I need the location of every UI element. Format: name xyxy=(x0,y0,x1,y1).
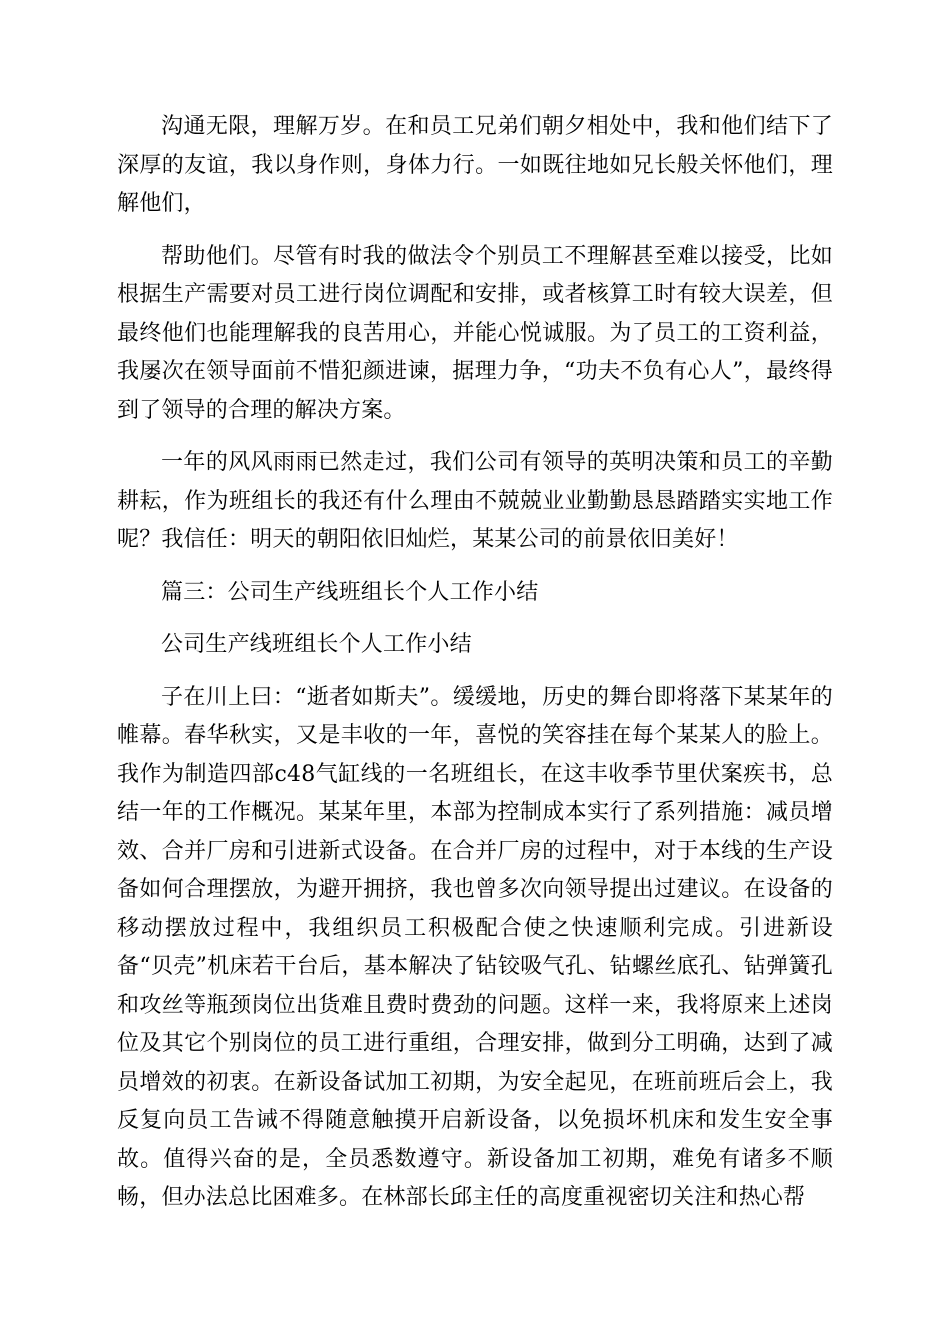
document-page xyxy=(117,108,833,1232)
paragraph-helping-staff: 帮助他们。尽管有时我的做法令个别员工不理解甚至难以接受，比如根据生产需要对员工进行岗位调配和安排，或者核算工时有较大误差，但最终他们也能理解我的良苦用心，并能心悦诚服。为了员工的工资利益，我屡次在领导面前不惜犯颜进谏，据理力争，“功夫不负有心人”，最终得到了领导的合理的解决方案。 xyxy=(117,243,833,423)
article-title: 公司生产线班组长个人工作小结 xyxy=(161,632,472,657)
section-heading-part-three: 篇三：公司生产线班组长个人工作小结 xyxy=(161,579,539,605)
paragraph-communication: 沟通无限，理解万岁。在和员工兄弟们朝夕相处中，我和他们结下了深厚的友谊，我以身作则，身体力行。一如既往地如兄长般关怀他们，理解他们， xyxy=(117,114,833,216)
paragraph-year-review: 一年的风风雨雨已然走过，我们公司有领导的英明决策和员工的辛勤耕耘，作为班组长的我还有什么理由不兢兢业业勤勤恳恳踏踏实实地工作呢？我信任：明天的朝阳依旧灿烂，某某公司的前景依旧美好！ xyxy=(117,450,833,552)
paragraph-work-summary: 子在川上曰：“逝者如斯夫”。缓缓地，历史的舞台即将落下某某年的帷幕。春华秋实，又是丰收的一年，喜悦的笑容挂在每个某某人的脸上。我作为制造四部c48气缸线的一名班组长，在这丰收季节里伏案疾书，总结一年的工作概况。某某年里，本部为控制成本实行了系列措施：减员增效、合并厂房和引进新式设备。在合并厂房的过程中，对于本线的生产设备如何合理摆放，为避开拥挤，我也曾多次向领导提出过建议。在设备的移动摆放过程中，我组织员工积极配合使之快速顺利完成。引进新设备“贝壳”机床若干台后，基本解决了钻铰吸气孔、钻螺丝底孔、钻弹簧孔和攻丝等瓶颈岗位出货难且费时费劲的问题。这样一来，我将原来上述岗位及其它个别岗位的员工进行重组，合理安排，做到分工明确，达到了减员增效的初衷。在新设备试加工初期，为安全起见，在班前班后会上，我反复向员工告诫不得随意触摸开启新设备，以免损坏机床和发生安全事故。值得兴奋的是，全员悉数遵守。新设备加工初期，难免有诸多不顺畅，但办法总比困难多。在林部长邱主任的高度重视密切关注和热心帮 xyxy=(117,684,833,1210)
